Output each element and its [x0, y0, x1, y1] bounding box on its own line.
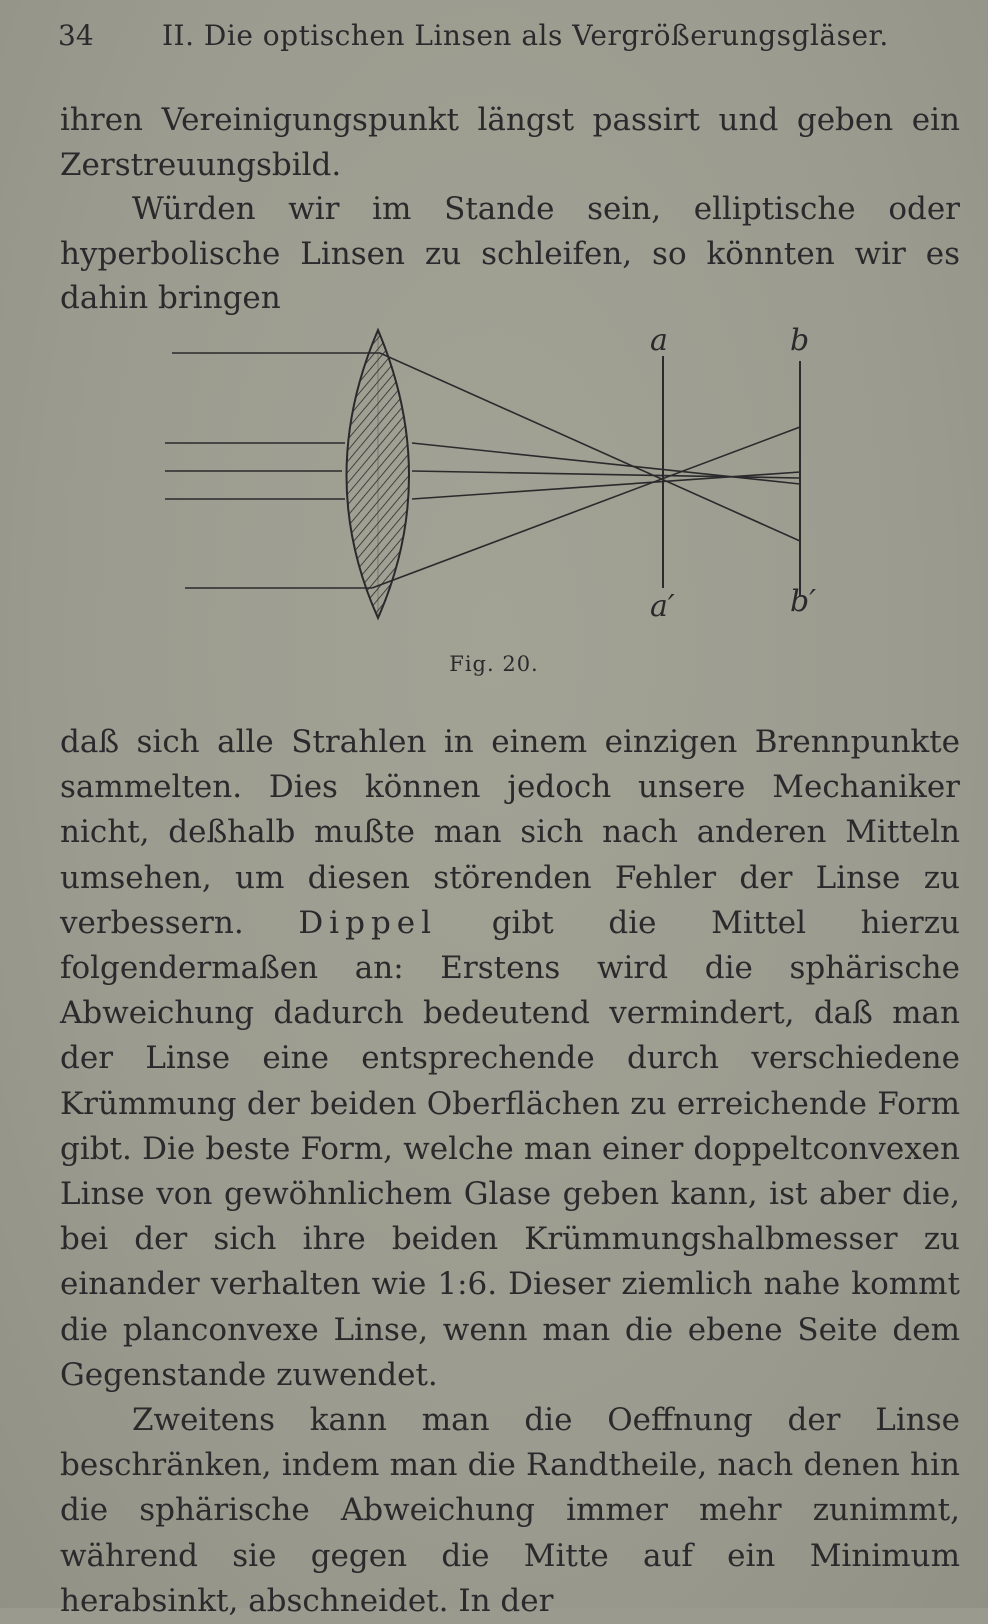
- text-block-bottom: [60, 720, 960, 1624]
- paragraph-dippel-part-2: gibt die Mittel hierzu folgendermaßen an: Erstens wird die sphärische Abweichung dadurch bedeutend vermindert, daß man der Linse eine entsprechende durch verschiedene Krümmung der beiden Oberflächen zu erreichende Form gibt. Die beste Form, welche man einer doppeltconvexen Linse von gewöhnlichem Glase geben kann, ist aber die, bei der sich ihre beiden Krümmungshalbmesser zu einander verhalten wie 1:6. Dieser ziemlich nahe kommt die planconvexe Linse, wenn man die ebene Seite dem Gegenstande zuwendet.: [60, 904, 960, 1393]
- paragraph-dippel-part-1: daß sich alle Strahlen in einem einzigen Brennpunkte sammelten. Dies können jedoch unsere Mechaniker nicht, deßhalb mußte man sich nach anderen Mitteln umsehen, um diesen störenden Fehler der Linse zu verbessern.: [60, 724, 960, 941]
- lens-ray-diagram: [150, 326, 850, 656]
- author-name-dippel: Dippel: [298, 904, 438, 941]
- page-number: 34: [58, 19, 94, 52]
- figure-20: [150, 326, 850, 656]
- refracted-ray: [412, 471, 800, 478]
- text-block-top: [60, 98, 960, 321]
- refracted-ray: [412, 472, 800, 499]
- paragraph-elliptic-lenses: Würden wir im Stande sein, elliptische oder hyperbolische Linsen zu schleifen, so könnten wir es dahin bringen: [60, 191, 960, 316]
- label-a-prime: a′: [650, 589, 675, 624]
- paragraph-second-method: Zweitens kann man die Oeffnung der Linse beschränken, indem man die Randtheile, nach denen hin die sphärische Abweichung immer mehr zunimmt, während sie gegen die Mitte auf ein Minimum herabsinkt, abschneidet. In der: [60, 1402, 960, 1619]
- paragraph-dippel: [60, 720, 960, 1398]
- refracted-ray: [372, 427, 800, 588]
- running-head: II. Die optischen Linsen als Vergrößerungsgläser.: [162, 19, 889, 52]
- paragraph-continuation: ihren Vereinigungspunkt längst passirt und geben ein Zerstreuungsbild.: [60, 102, 960, 183]
- label-a: a: [650, 326, 668, 358]
- figure-caption: Fig. 20.: [449, 652, 539, 676]
- label-b: b: [790, 326, 810, 358]
- page-header: [58, 14, 928, 58]
- label-b-prime: b′: [790, 584, 817, 619]
